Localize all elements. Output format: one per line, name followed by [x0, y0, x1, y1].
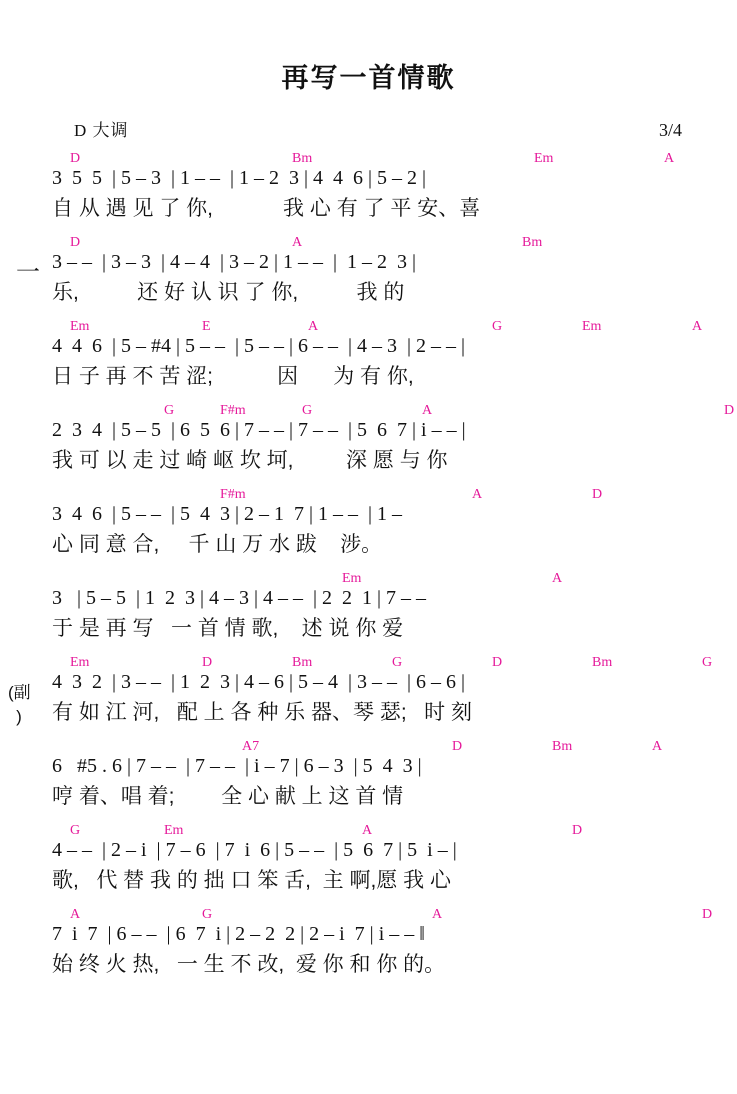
chord-symbol: D [592, 487, 603, 502]
chord-symbol: G [302, 403, 313, 418]
music-system [22, 655, 715, 729]
notation-line: 3 4 6 | 5 – – | 5 4 3 | 2 – 1 7 | 1 – – | 1 – [52, 503, 403, 525]
chord-symbol: G [702, 655, 713, 670]
chord-symbol: A [664, 151, 675, 166]
chord-symbol: A [362, 823, 373, 838]
chord-symbol: F#m [220, 403, 246, 418]
chord-symbol: A [292, 235, 303, 250]
chord-symbol: A [422, 403, 433, 418]
chord-symbol: A [472, 487, 483, 502]
music-system [22, 235, 715, 309]
chord-symbol: Bm [552, 739, 573, 754]
chord-symbol: Em [164, 823, 184, 838]
notation-line: 3 | 5 – 5 | 1 2 3 | 4 – 3 | 4 – – | 2 2 1 | 7 – – [52, 587, 427, 609]
chord-symbol: A [692, 319, 703, 334]
chord-line [52, 487, 715, 501]
lyric-line: 我 可 以 走 过 崎 岖 坎 坷, 深 愿 与 你 [52, 449, 448, 472]
lyric-line: 有 如 江 河, 配 上 各 种 乐 器、琴 瑟; 时 刻 [52, 701, 473, 724]
chord-symbol: Em [582, 319, 602, 334]
notation-line: 7 i 7 | 6 – – | 6 7 i | 2 – 2 2 | 2 – i 7 | i – – ‖ [52, 923, 425, 945]
section-mark-chorus-bottom: ) [16, 707, 22, 726]
chord-symbol: D [572, 823, 583, 838]
chord-symbol: D [492, 655, 503, 670]
key-signature: D 大调 [74, 121, 129, 140]
chord-symbol: D [70, 151, 81, 166]
chord-line [52, 823, 715, 837]
chord-symbol: A7 [242, 739, 260, 754]
notation-line: 3 – – | 3 – 3 | 4 – 4 | 3 – 2 | 1 – – | 1 – 2 3 | [52, 251, 417, 273]
meta-row [22, 116, 715, 141]
chord-symbol: G [392, 655, 403, 670]
chord-symbol: Bm [292, 151, 313, 166]
song-sheet [0, 56, 737, 1094]
chord-symbol: D [452, 739, 463, 754]
lyric-line: 自 从 遇 见 了 你, 我 心 有 了 平 安、喜 [52, 197, 481, 220]
music-system [22, 319, 715, 393]
lyric-line: 哼 着、唱 着; 全 心 献 上 这 首 情 [52, 785, 404, 808]
chord-symbol: Em [70, 319, 90, 334]
chord-symbol: D [724, 403, 735, 418]
chord-symbol: Em [342, 571, 362, 586]
lyric-line: 于 是 再 写 一 首 情 歌, 述 说 你 爱 [52, 617, 404, 640]
music-system [22, 151, 715, 225]
notation-line: 4 4 6 | 5 – #4 | 5 – – | 5 – – | 6 – – | 4 – 3 | 2 – – | [52, 335, 466, 357]
chord-symbol: E [202, 319, 211, 334]
notation-line: 4 3 2 | 3 – – | 1 2 3 | 4 – 6 | 5 – 4 | 3 – – | 6 – 6 | [52, 671, 466, 693]
chord-symbol: A [652, 739, 663, 754]
lyric-line: 歌, 代 替 我 的 拙 口 笨 舌, 主 啊,愿 我 心 [52, 869, 452, 892]
section-mark-verse: 一 [16, 259, 40, 286]
chord-symbol: D [702, 907, 713, 922]
chord-symbol: Bm [292, 655, 313, 670]
page-title: 再写一首情歌 [281, 63, 456, 93]
chord-symbol: Em [70, 655, 90, 670]
music-system [22, 487, 715, 561]
chord-line [52, 151, 715, 165]
music-system [22, 823, 715, 897]
chord-line [52, 235, 715, 249]
chord-symbol: A [552, 571, 563, 586]
chord-line [52, 571, 715, 585]
chord-line [52, 739, 715, 753]
notation-line: 2 3 4 | 5 – 5 | 6 5 6 | 7 – – | 7 – – | 5 6 7 | i – – | [52, 419, 466, 441]
chord-symbol: G [492, 319, 503, 334]
lyric-line: 日 子 再 不 苦 涩; 因 为 有 你, [52, 365, 414, 388]
chord-symbol: Em [534, 151, 554, 166]
notation-line: 6 #5 . 6 | 7 – – | 7 – – | i – 7 | 6 – 3 | 5 4 3 | [52, 755, 422, 777]
music-system [22, 907, 715, 981]
chord-symbol: G [70, 823, 81, 838]
chord-symbol: G [164, 403, 175, 418]
notation-line: 3 5 5 | 5 – 3 | 1 – – | 1 – 2 3 | 4 4 6 | 5 – 2 | [52, 167, 427, 189]
chord-symbol: G [202, 907, 213, 922]
chord-symbol: Bm [522, 235, 543, 250]
chord-symbol: D [202, 655, 213, 670]
music-system [22, 739, 715, 813]
chord-symbol: D [70, 235, 81, 250]
chord-symbol: A [308, 319, 319, 334]
chord-symbol: F#m [220, 487, 246, 502]
chord-line [52, 655, 715, 669]
chord-line [52, 319, 715, 333]
chord-line [52, 907, 715, 921]
music-systems [22, 151, 735, 981]
time-signature: 3/4 [658, 120, 682, 140]
chord-symbol: A [70, 907, 81, 922]
chord-symbol: Bm [592, 655, 613, 670]
music-system [22, 403, 735, 477]
notation-line: 4 – – | 2 – i | 7 – 6 | 7 i 6 | 5 – – | 5 6 7 | 5 i – | [52, 839, 457, 861]
lyric-line: 乐, 还 好 认 识 了 你, 我 的 [52, 281, 405, 304]
chord-symbol: A [432, 907, 443, 922]
section-mark-chorus-top: (副 [8, 683, 31, 702]
music-system [22, 571, 715, 645]
chord-line [52, 403, 735, 418]
lyric-line: 心 同 意 合, 千 山 万 水 跋 涉。 [52, 533, 383, 556]
lyric-line: 始 终 火 热, 一 生 不 改, 爱 你 和 你 的。 [52, 953, 446, 976]
